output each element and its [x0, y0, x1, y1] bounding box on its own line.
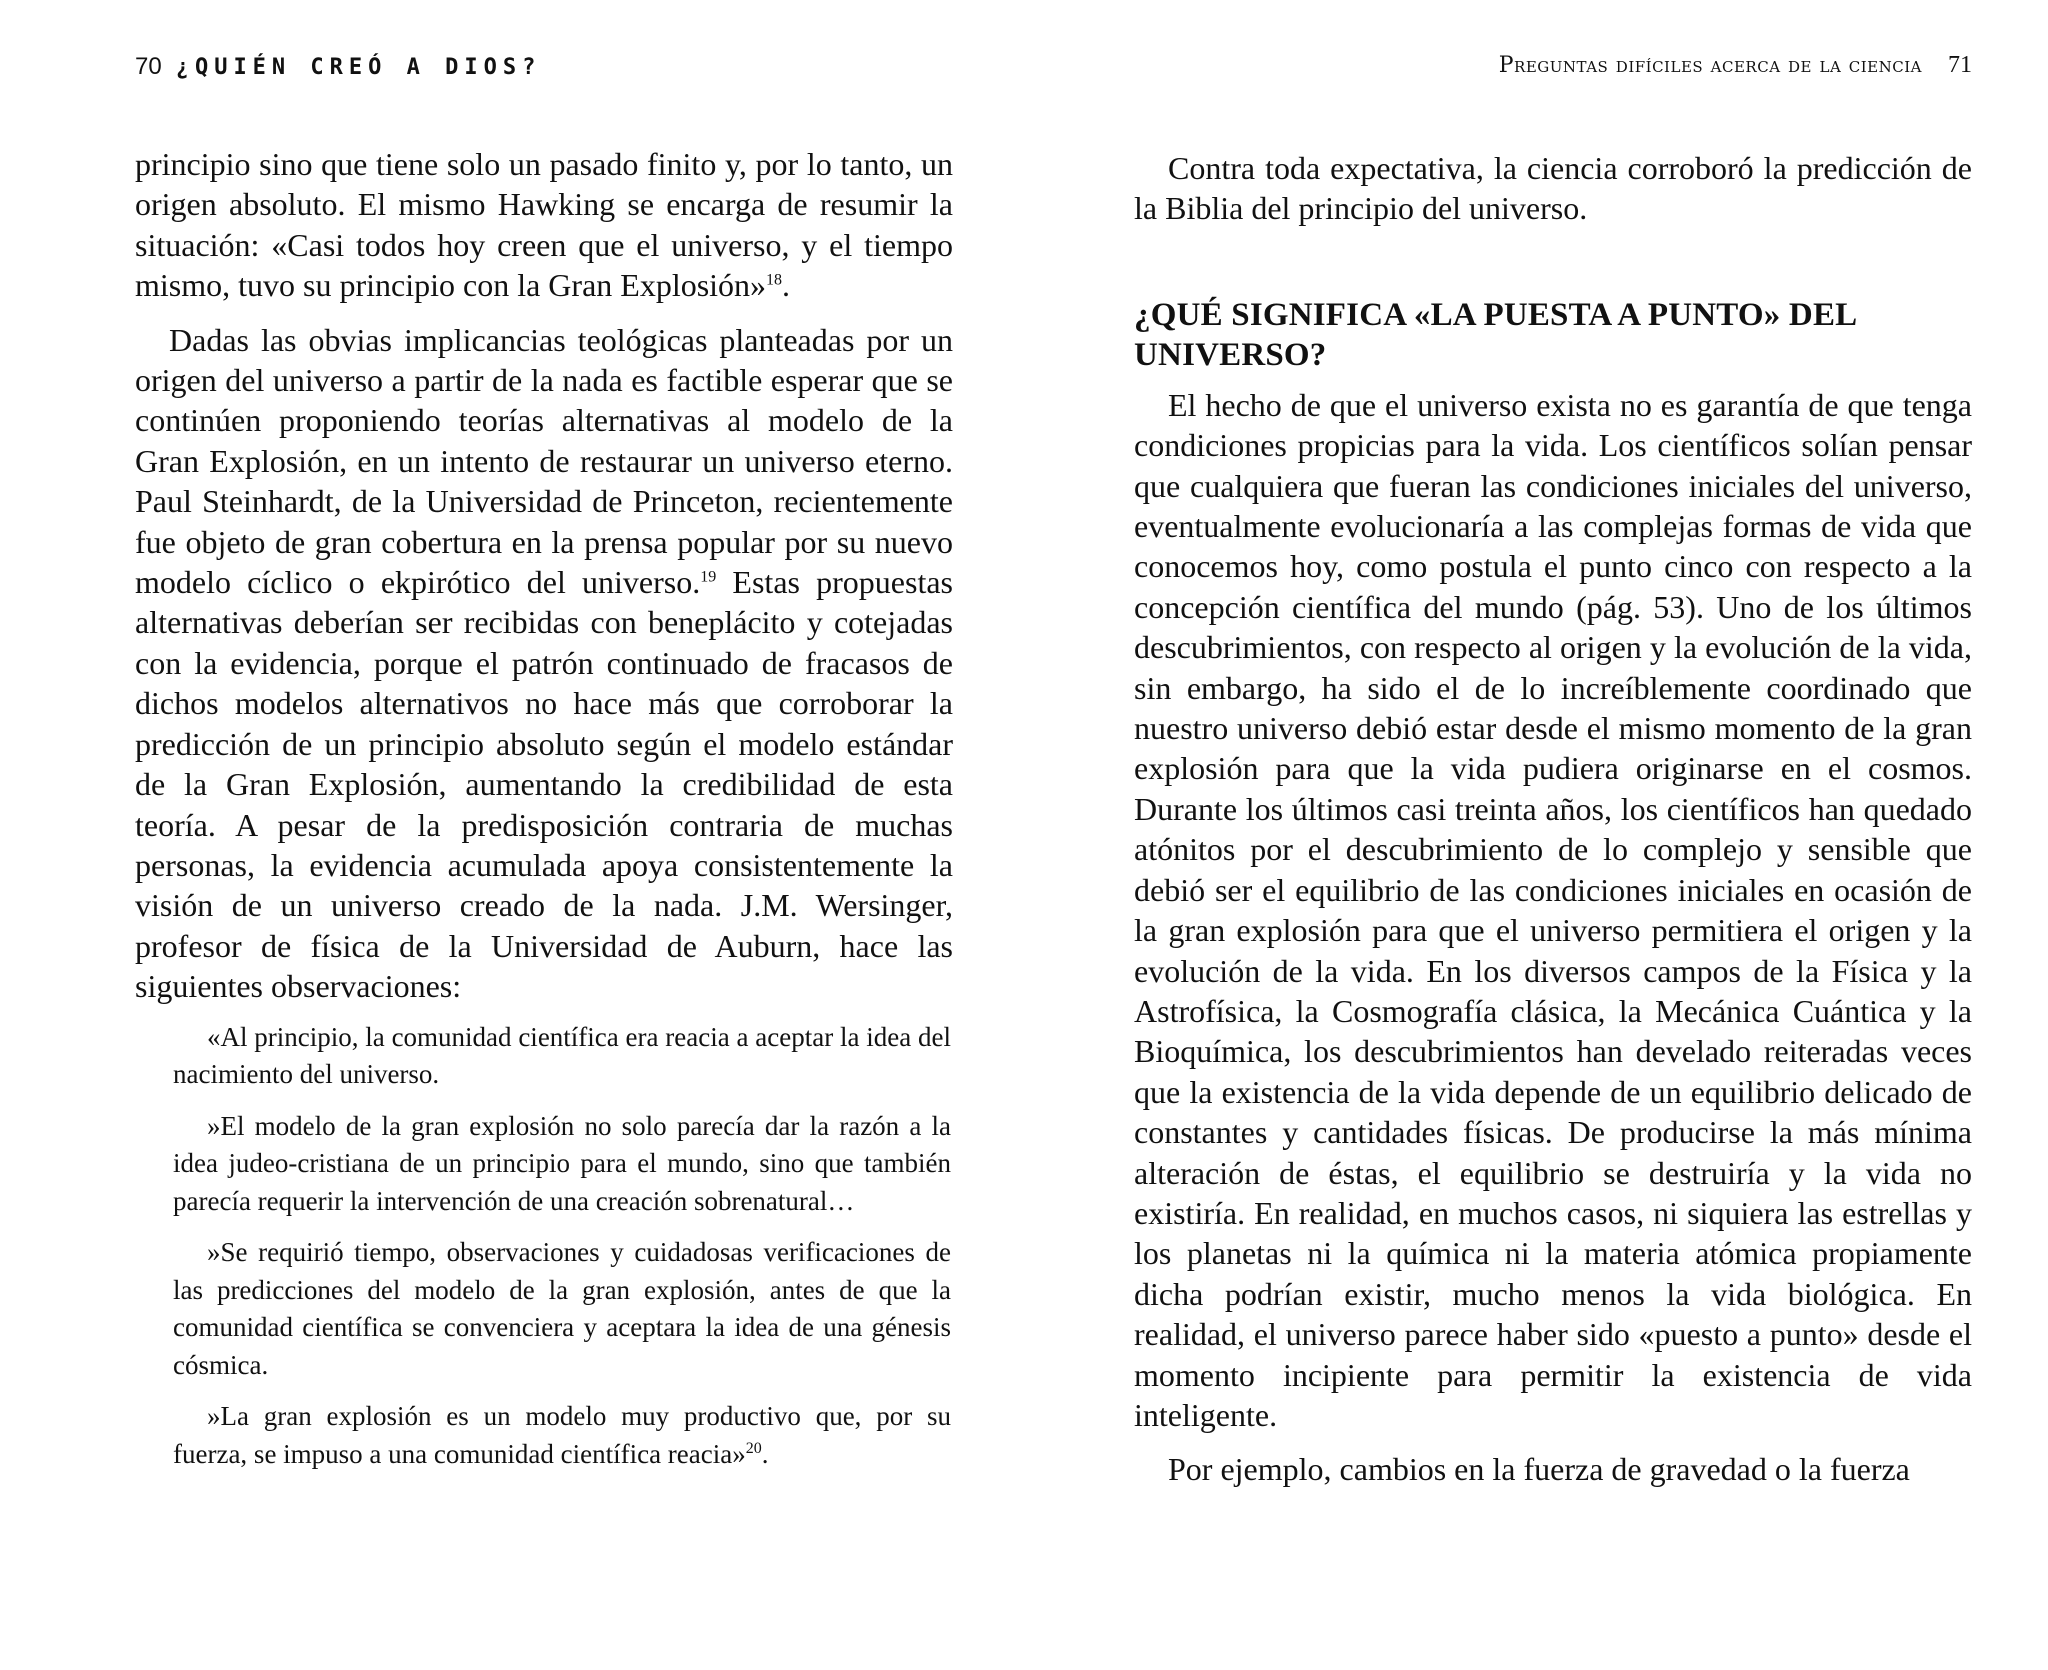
left-paragraph-1	[135, 144, 953, 306]
right-page	[1024, 0, 2048, 1670]
footnote-ref-18-tail: .	[782, 267, 791, 304]
left-page-number: 70	[135, 53, 162, 80]
right-paragraph-2: Por ejemplo, cambios en la fuerza de gravedad o la fuerza	[1168, 1451, 1910, 1488]
quote-paragraph-2: »El modelo de la gran explosión no solo parecía dar la razón a la idea judeo-cristiana de un principio para el mundo, sino que también parecía requerir la intervención de una creación sobrenatural…	[173, 1110, 951, 1216]
footnote-ref-18: 18	[766, 271, 783, 289]
footnote-ref-19: 19	[700, 568, 717, 586]
right-intro-paragraph: Contra toda expectativa, la ciencia corroboró la predicción de la Biblia del principio del universo.	[1134, 150, 1972, 227]
left-paragraph-2	[135, 320, 953, 1007]
right-running-title: Preguntas difíciles acerca de la ciencia	[1498, 53, 1922, 78]
quote-paragraph-3: »Se requirió tiempo, observaciones y cuidadosas verificaciones de las predicciones del modelo de la gran explosión, antes de que la comunidad científica se convenciera y aceptara la idea de una génesis cósmica.	[173, 1237, 951, 1380]
left-paragraph-2-text: Dadas las obvias implicancias teológicas planteadas por un origen del universo a partir de la nada es factible esperar que se continúen proponiendo teorías alternativas al modelo de la Gran Explosión, en un intento de restaurar un universo eterno. Paul Steinhardt, de la Universidad de Princeton, recientemente fue objeto de gran cobertura en la prensa popular por su nuevo modelo cíclico o ekpirótico del universo.	[135, 321, 953, 601]
block-quote	[135, 1019, 953, 1474]
right-page-number: 71	[1948, 52, 1972, 78]
footnote-ref-20-tail: .	[761, 1438, 769, 1469]
footnote-ref-20: 20	[745, 1439, 762, 1457]
left-body-text	[135, 144, 953, 1473]
right-paragraph-1: El hecho de que el universo exista no es garantía de que tenga condiciones propicias para la vida. Los científicos solían pensar que cualquiera que fueran las condiciones iniciales del universo, eventualmente evolucionaría a las complejas formas de vida que conocemos hoy, como postula el punto cinco con respecto a la concepción científica del mundo (pág. 53). Uno de los últimos descubrimientos, con respecto al origen y la evolución de la vida, sin embargo, ha sido el de lo increíblemente coordinado que nuestro universo debió estar desde el mismo momento de la gran explosión para que la vida pudiera originarse en el cosmos. Durante los últimos casi treinta años, los científicos han quedado atónitos por el descubrimiento de lo complejo y sensible que debió ser el equilibrio de las condiciones iniciales en ocasión de la gran explosión para que el universo permitiera el origen y la evolución de la vida. En los diversos campos de la Física y la Astrofísica, la Cosmografía clásica, la Mecánica Cuántica y la Bioquímica, los descubrimientos han develado reiteradas veces que la existencia de la vida depende de un equilibrio delicado de constantes y cantidades físicas. De producirse la más mínima alteración de éstas, el equilibrio se destruiría y la vida no existiría. En realidad, en muchos casos, ni siquiera las estrellas y los planetas ni la química ni la materia atómica propiamente dicha podrían existir, mucho menos la vida biológica. En realidad, el universo parece haber sido «puesto a punto» desde el momento incipiente para permitir la existencia de vida inteligente.	[1134, 386, 1972, 1433]
right-body-text	[1134, 148, 1972, 1490]
quote-paragraph-4	[135, 1398, 953, 1473]
right-running-header	[1499, 52, 1972, 79]
quote-paragraph-1: «Al principio, la comunidad científica era reacia a aceptar la idea del nacimiento del universo.	[173, 1021, 951, 1090]
left-paragraph-1-text: principio sino que tiene solo un pasado finito y, por lo tanto, un origen absoluto. El mismo Hawking se encarga de resumir la situación: «Casi todos hoy creen que el universo, y el tiempo mismo, tuvo su principio con la Gran Explosión»	[135, 146, 953, 304]
left-running-title: ¿QUIÉN CREÓ A DIOS?	[175, 55, 542, 80]
left-running-header	[135, 52, 541, 81]
left-paragraph-2-continuation: Estas propuestas alternativas deberían ser recibidas con beneplácito y cotejadas con la evidencia, porque el patrón continuado de fracasos de dichos modelos alternativos no hace más que corroborar la predicción de un principio absoluto según el modelo estándar de la Gran Explosión, aumentando la credibilidad de esta teoría. A pesar de la predisposición contraria de muchas personas, la evidencia acumulada apoya consistentemente la visión de un universo creado de la nada. J.M. Wersinger, profesor de física de la Universidad de Auburn, hace las siguientes observaciones:	[135, 564, 954, 1005]
section-heading: ¿QUÉ SIGNIFICA «LA PUESTA A PUNTO» DEL UNIVERSO?	[1134, 296, 1856, 373]
quote-paragraph-4-text: »La gran explosión es un modelo muy productivo que, por su fuerza, se impuso a una comunidad científica reacia»	[173, 1401, 951, 1469]
